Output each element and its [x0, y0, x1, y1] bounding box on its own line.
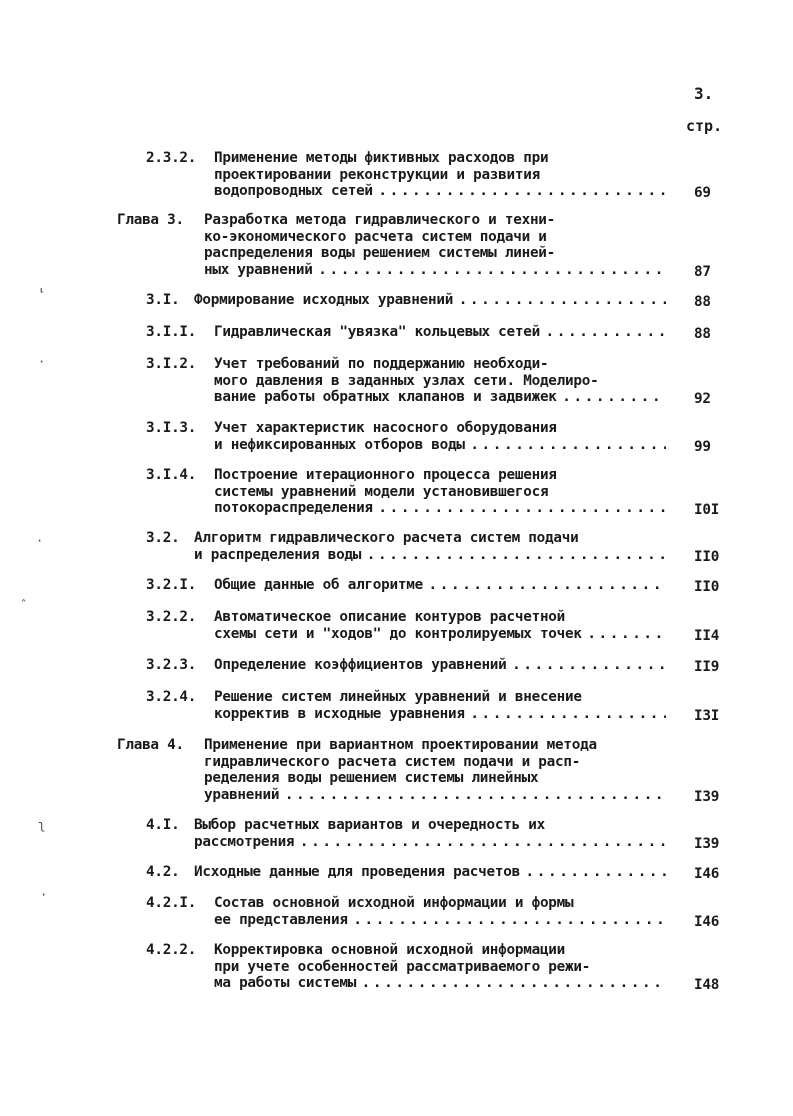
toc-entry-page: 88: [694, 326, 711, 342]
toc-entry-line: Состав основной исходной информации и формы: [214, 895, 574, 911]
toc-entry-line: и распределения воды . . .: [194, 547, 666, 564]
toc-entry-line: схемы сети и "ходов" до контролируемых точек . . .: [214, 626, 666, 643]
toc-entry-number: 3.2.4.: [146, 689, 197, 705]
toc-entry-line: проектировании реконструкции и развития: [214, 166, 540, 183]
toc-entry-number: 4.2.: [146, 864, 180, 880]
toc-entry-title: [214, 356, 666, 406]
toc-entry-line: при учете особенностей рассматриваемого режи-: [214, 958, 591, 975]
toc-entry-page: II0: [694, 579, 720, 595]
toc-entry-line: корректив в исходные уравнения . . .: [214, 706, 666, 723]
toc-entry-line: потокораспределения . . .: [214, 500, 666, 517]
toc-entry-line: Определение коэффициентов уравнений . . .: [214, 657, 666, 674]
toc-entry-number: 4.I.: [146, 817, 180, 833]
toc-entry-number: 3.2.: [146, 530, 180, 546]
toc-entry-title: [214, 467, 666, 517]
toc-entry-line: мого давления в заданных узлах сети. Моделиро-: [214, 372, 599, 389]
toc-entry-line: Выбор расчетных вариантов и очередность их: [194, 817, 546, 833]
toc-entry-number: Глава 3.: [117, 212, 184, 228]
toc-entry-page: 99: [694, 438, 711, 455]
toc-entry-title: [194, 817, 666, 850]
toc-entry-title: [214, 942, 666, 992]
toc-entry-title: [214, 324, 666, 341]
toc-entry-number: 4.2.I.: [146, 895, 197, 911]
toc-entry-title: [204, 737, 666, 803]
toc-entry-line: гидравлического расчета систем подачи и расп-: [204, 753, 581, 770]
toc-entry-page: II4: [694, 627, 720, 644]
toc-entry-number: 3.2.I.: [146, 577, 197, 593]
toc-entry-title: [194, 864, 666, 881]
toc-entry-line: и нефиксированных отборов воды . . .: [214, 437, 666, 454]
margin-mark-6: ·: [40, 888, 48, 902]
toc-entry-page: I0I: [694, 502, 720, 518]
toc-entry-title: [214, 420, 666, 453]
toc-entry-line: Корректировка основной исходной информации: [214, 942, 566, 958]
margin-mark-4: ˆ: [20, 598, 28, 612]
toc-entry-title: [214, 657, 666, 674]
toc-entry-title: [214, 577, 666, 594]
page-number: 3.: [694, 84, 714, 103]
toc-entry-line: Применение методы фиктивных расходов при: [214, 150, 549, 166]
toc-entry-line: Учет характеристик насосного оборудования: [214, 420, 557, 436]
toc-entry-line: распределения воды решением системы линей-: [204, 245, 556, 261]
toc-entry-line: Решение систем линейных уравнений и внесение: [214, 689, 582, 705]
toc-entry-page: II0: [694, 548, 720, 565]
toc-entry-number: 4.2.2.: [146, 942, 197, 958]
toc-entry-line: водопроводных сетей . . .: [214, 183, 666, 200]
toc-entry-title: [214, 150, 666, 200]
toc-entry-page: I39: [694, 835, 720, 852]
toc-entry-line: Разработка метода гидравлического и техни-: [204, 212, 556, 228]
toc-entry-number: 3.I.2.: [146, 356, 197, 372]
margin-mark-5: ʅ: [38, 818, 46, 832]
toc-entry-line: Исходные данные для проведения расчетов . . .: [194, 864, 666, 881]
toc-entry-line: уравнений . . .: [204, 787, 666, 804]
toc-entry-line: ее представления . . .: [214, 912, 666, 929]
toc-entry-page: 87: [694, 263, 711, 280]
toc-entry-line: рассмотрения . . .: [194, 834, 666, 851]
toc-entry-page: 69: [694, 185, 711, 201]
toc-entry-number: 3.I.I.: [146, 324, 197, 340]
toc-entry-line: ма работы системы . . .: [214, 975, 666, 992]
toc-entry-line: ределения воды решением системы линейных: [204, 770, 539, 786]
toc-entry-line: Автоматическое описание контуров расчетной: [214, 609, 566, 625]
toc-entry-line: Формирование исходных уравнений . . .: [194, 292, 666, 309]
toc-entry-title: [214, 895, 666, 928]
toc-entry-title: [194, 292, 666, 309]
page-column-label: стр.: [686, 117, 723, 135]
toc-entry-page: I46: [694, 866, 720, 882]
toc-entry-title: [194, 530, 666, 563]
margin-mark-3: ·: [36, 534, 44, 548]
toc-entry-line: Учет требований по поддержанию необходи-: [214, 356, 549, 372]
toc-entry-page: II9: [694, 659, 720, 675]
toc-entry-page: I39: [694, 788, 720, 805]
toc-entry-page: I3I: [694, 707, 720, 724]
toc-entry-line: Применение при вариантном проектировании метода: [204, 737, 597, 753]
toc-entry-line: системы уравнений модели установившегося: [214, 483, 549, 500]
toc-entry-page: I48: [694, 977, 720, 993]
toc-entry-page: 92: [694, 391, 711, 407]
toc-entry-number: 3.I.: [146, 292, 180, 308]
toc-entry-line: ных уравнений . . .: [204, 262, 666, 279]
toc-entry-number: 3.I.4.: [146, 467, 197, 483]
margin-mark-2: ·: [38, 355, 46, 369]
toc-entry-title: [204, 212, 666, 278]
toc-entry-page: 88: [694, 294, 711, 310]
toc-entry-number: 2.3.2.: [146, 150, 197, 166]
toc-entry-number: 3.I.3.: [146, 420, 197, 436]
toc-entry-page: I46: [694, 913, 720, 930]
toc-entry-line: Общие данные об алгоритме . . .: [214, 577, 666, 594]
toc-entry-line: Гидравлическая "увязка" кольцевых сетей . . .: [214, 324, 666, 341]
toc-entry-number: 3.2.3.: [146, 657, 197, 673]
toc-entry-number: 3.2.2.: [146, 609, 197, 625]
toc-entry-line: вание работы обратных клапанов и задвижек . . .: [214, 389, 666, 406]
toc-entry-number: Глава 4.: [117, 737, 184, 753]
toc-entry-line: Алгоритм гидравлического расчета систем подачи: [194, 530, 579, 546]
toc-entry-line: Построение итерационного процесса решения: [214, 467, 557, 483]
toc-entry-line: ко-экономического расчета систем подачи и: [204, 228, 547, 245]
toc-entry-title: [214, 689, 666, 722]
toc-entry-title: [214, 609, 666, 642]
margin-mark-1: ⸤: [38, 280, 46, 294]
